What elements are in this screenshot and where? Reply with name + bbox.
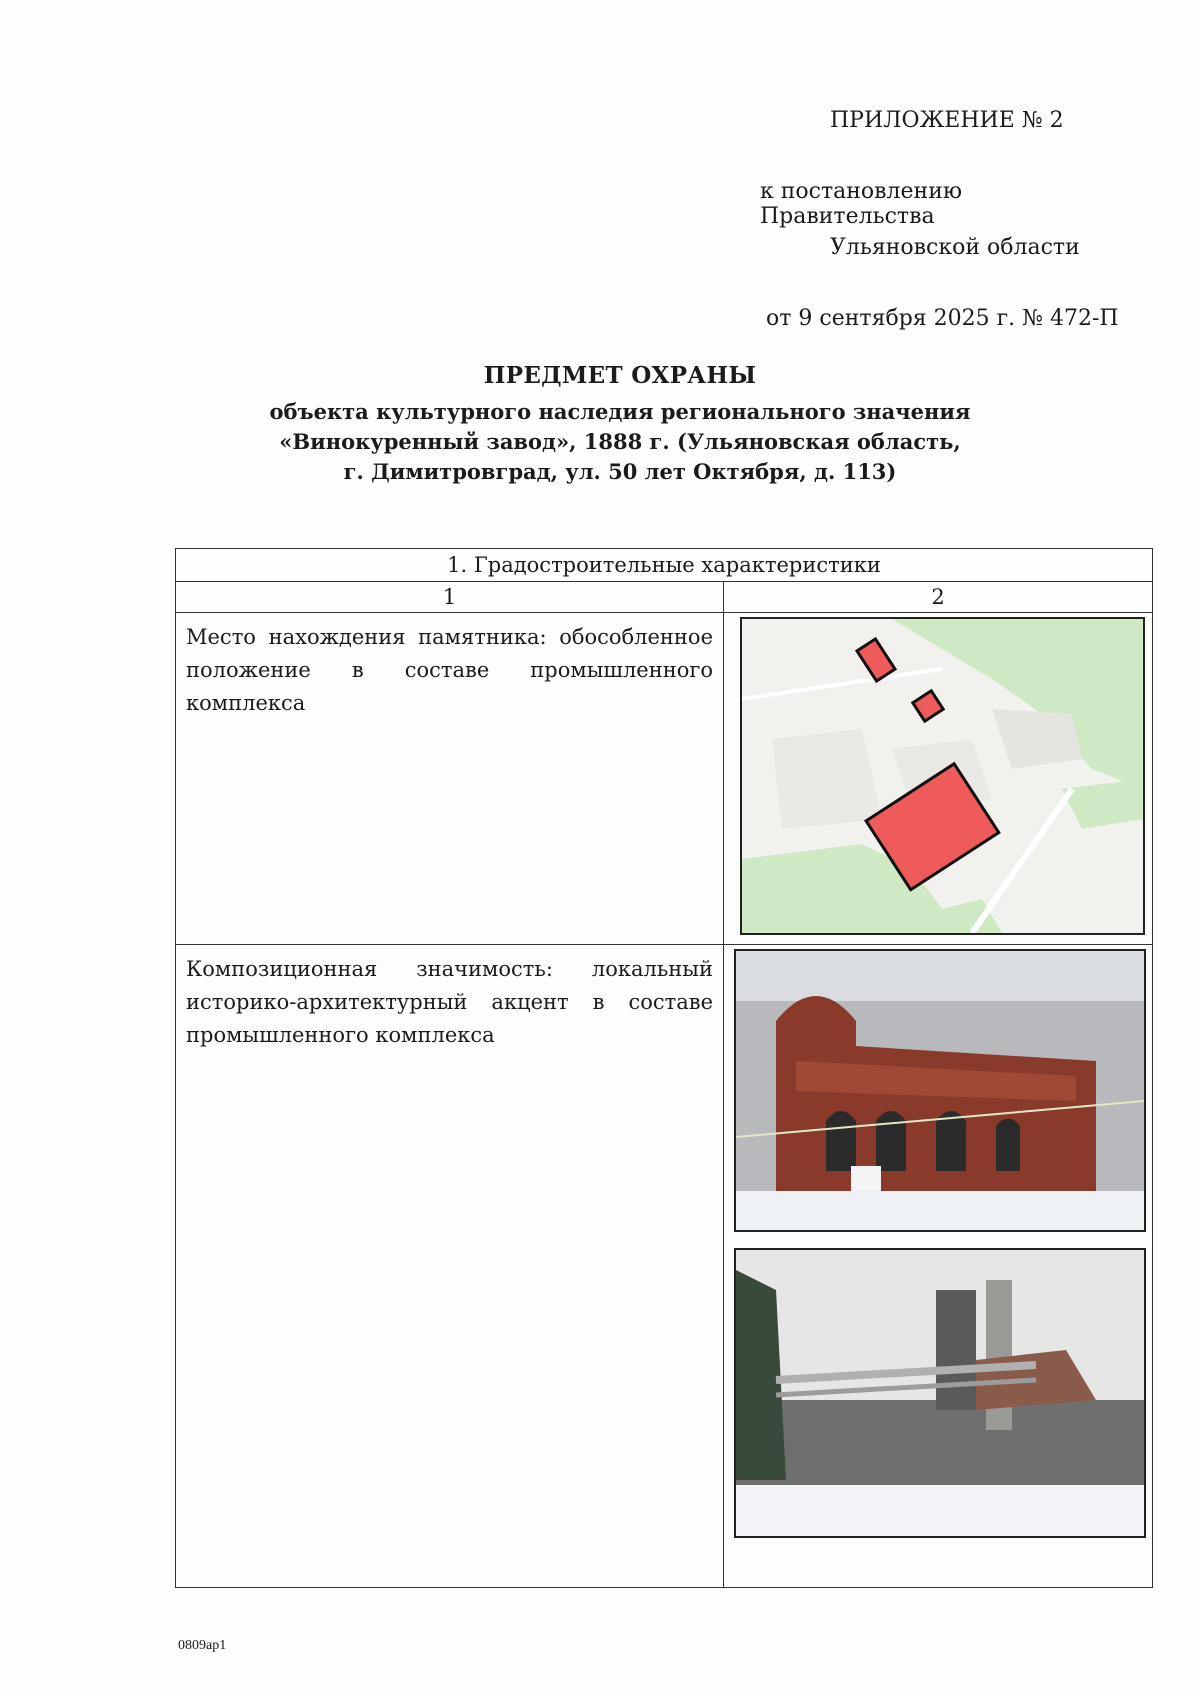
decree-date-number: от 9 сентября 2025 г. № 472-П	[766, 306, 1119, 331]
annex-header	[700, 108, 1130, 331]
title-line-2: «Винокуренный завод», 1888 г. (Ульяновская область,	[279, 429, 961, 454]
annex-number: ПРИЛОЖЕНИЕ № 2	[830, 108, 1064, 133]
document-title	[170, 362, 1070, 487]
decree-reference-line1: к постановлению Правительства	[760, 179, 963, 229]
row-location-image-cell	[724, 613, 1153, 945]
title-line-1: объекта культурного наследия регионального значения	[269, 399, 971, 424]
column-number-2: 2	[724, 582, 1153, 613]
protection-table	[175, 548, 1153, 1588]
row-location-text: Место нахождения памятника: обособленное положение в составе промышленного комплекса	[176, 613, 724, 945]
row-composition-text: Композиционная значимость: локальный историко-архитектурный акцент в составе промышленного комплекса	[176, 945, 724, 1588]
column-number-1: 1	[176, 582, 724, 613]
complex-photo-graphic	[736, 1250, 1144, 1536]
section-header: 1. Градостроительные характеристики	[176, 549, 1153, 582]
document-cipher: 0809ар1	[178, 1638, 227, 1653]
photo-industrial-complex	[734, 1248, 1146, 1538]
title-line-3: г. Димитровград, ул. 50 лет Октября, д. 113)	[343, 459, 897, 484]
row-composition-image-cell	[724, 945, 1153, 1588]
facade-photo-graphic	[736, 951, 1144, 1230]
photo-building-facade	[734, 949, 1146, 1232]
title-main: ПРЕДМЕТ ОХРАНЫ	[483, 362, 757, 389]
decree-reference-line2: Ульяновской области	[830, 235, 1080, 260]
map-graphic	[742, 619, 1143, 933]
location-map	[740, 617, 1145, 935]
